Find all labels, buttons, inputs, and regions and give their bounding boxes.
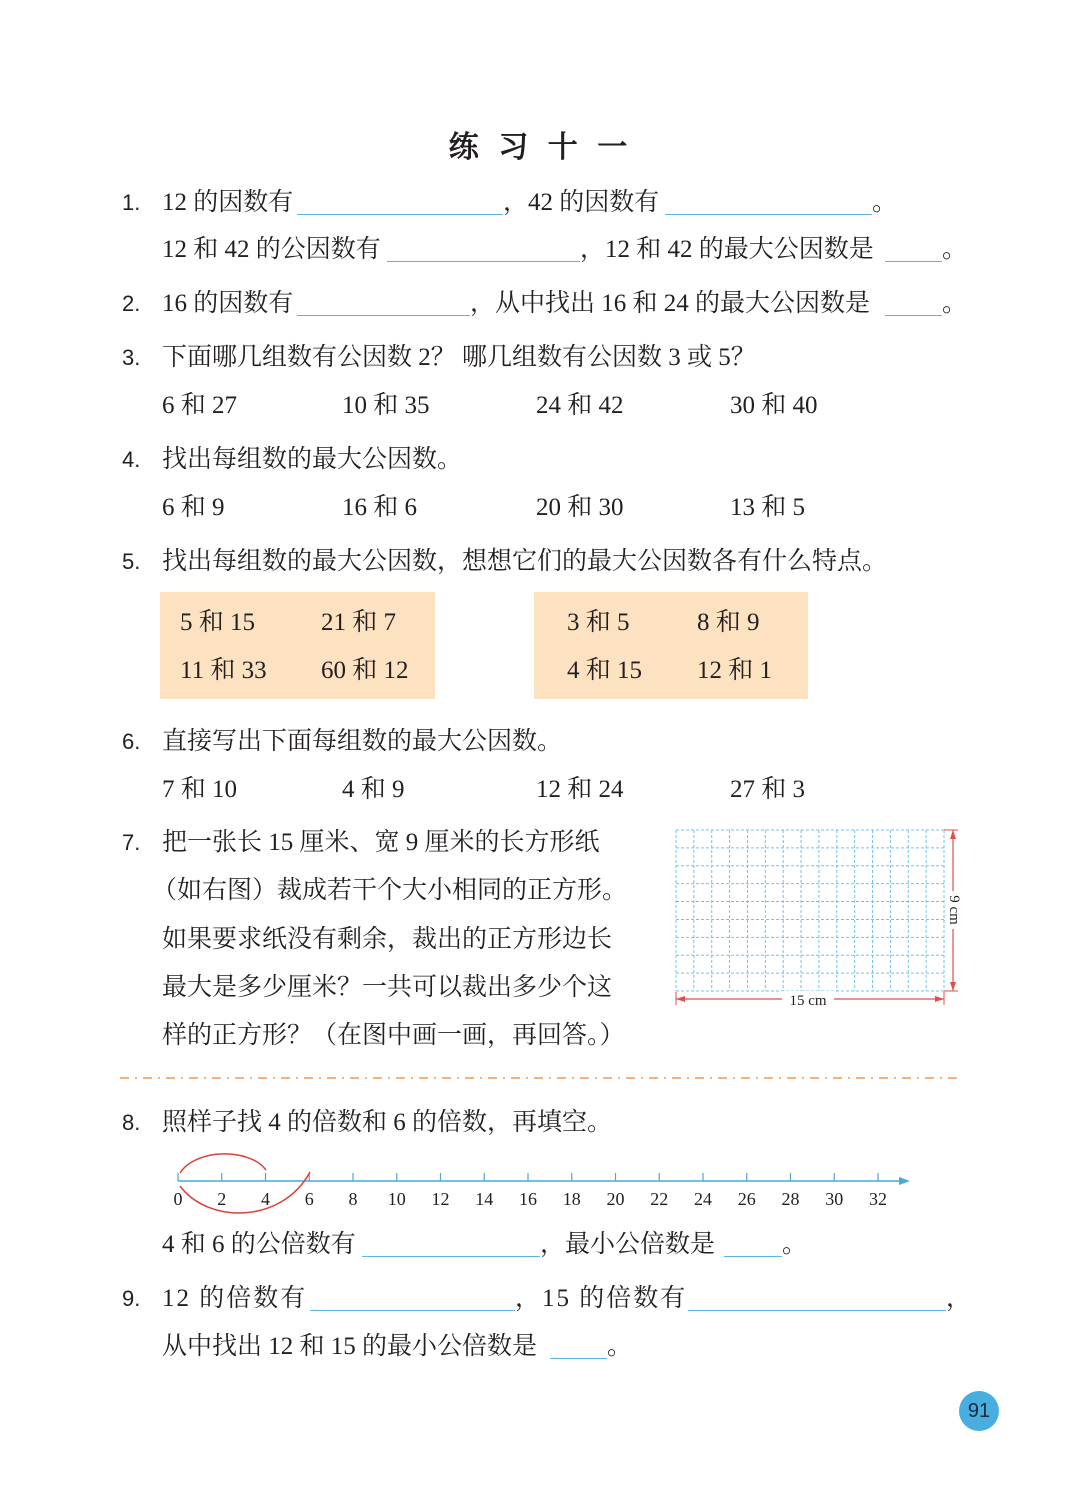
q3-pairs-row	[0, 391, 1082, 421]
tick-label: 20	[606, 1189, 625, 1209]
q1-text: 12 和 42 的公因数有	[162, 236, 381, 263]
number-pair: 12 和 1	[697, 657, 773, 684]
q5-prompt-line	[0, 547, 1082, 577]
tick-label: 30	[825, 1189, 844, 1209]
number-pair: 6 和 27	[162, 392, 238, 419]
number-pair: 24 和 42	[536, 392, 624, 419]
number-pair: 8 和 9	[697, 609, 760, 636]
q5-box-row-2	[0, 656, 1082, 686]
question-number: 4.	[122, 447, 141, 472]
tick-label: 32	[869, 1189, 887, 1209]
number-pair: 27 和 3	[730, 776, 806, 803]
q1-text: 。	[872, 189, 898, 216]
tick-label: 10	[387, 1189, 406, 1209]
q8-prompt-line	[0, 1108, 1082, 1138]
tick-label: 24	[694, 1189, 712, 1209]
tick-label: 18	[562, 1189, 581, 1209]
q8-prompt: 照样子找 4 的倍数和 6 的倍数，再填空。	[162, 1109, 613, 1136]
arrowhead-icon	[950, 830, 956, 839]
number-pair: 11 和 33	[180, 657, 267, 684]
answer-blank[interactable]	[297, 214, 503, 215]
q1-text: ，12 和 42 的最大公因数是	[580, 236, 874, 263]
question-number: 3.	[122, 345, 141, 370]
question-number: 8.	[122, 1110, 141, 1135]
q2-text: 。	[942, 290, 968, 317]
q7-text: 样的正方形？（在图中画一画，再回答。）	[162, 1022, 625, 1049]
q3-prompt: 下面哪几组数有公因数 2？ 哪几组数有公因数 3 或 5？	[162, 344, 756, 371]
answer-blank[interactable]	[688, 1310, 946, 1311]
tick-label: 26	[737, 1189, 756, 1209]
jump-arc-above	[180, 1154, 266, 1173]
q5-box-row-1	[0, 608, 1082, 638]
tick-label: 6	[304, 1189, 314, 1209]
number-pair: 6 和 9	[162, 494, 225, 521]
question-number: 2.	[122, 291, 141, 316]
tick-label: 0	[173, 1189, 183, 1209]
number-pair: 5 和 15	[180, 609, 256, 636]
q2-text: ，从中找出 16 和 24 的最大公因数是	[470, 290, 871, 317]
q4-prompt-line	[0, 445, 1082, 475]
number-pair: 10 和 35	[342, 392, 430, 419]
q6-prompt: 直接写出下面每组数的最大公因数。	[162, 728, 563, 755]
tick-label: 12	[431, 1189, 450, 1209]
question-number: 7.	[122, 830, 141, 855]
tick-label: 8	[348, 1189, 358, 1209]
tick-label: 4	[261, 1189, 270, 1209]
tick-label: 16	[519, 1189, 537, 1209]
answer-blank[interactable]	[387, 261, 580, 262]
q6-prompt-line	[0, 727, 1082, 757]
page-title: 练 习 十 一	[448, 131, 634, 164]
number-pair: 4 和 15	[567, 657, 643, 684]
q9-text: 12 的倍数有	[162, 1285, 308, 1312]
q8-fill-line	[0, 1230, 1082, 1260]
number-pair: 16 和 6	[342, 494, 418, 521]
number-pair: 13 和 5	[730, 494, 806, 521]
q8-text: 4 和 6 的公倍数有	[162, 1231, 356, 1258]
grid	[676, 830, 944, 991]
q9-line-1	[0, 1284, 1082, 1314]
question-number: 1.	[122, 190, 141, 215]
q8-text: 。	[782, 1231, 808, 1258]
rectangle-grid-figure	[660, 815, 980, 1020]
q1-line-1	[0, 188, 1082, 218]
number-pair: 30 和 40	[730, 392, 818, 419]
answer-blank[interactable]	[310, 1310, 515, 1311]
q1-text: ，42 的因数有	[503, 189, 660, 216]
q6-pairs-row	[0, 775, 1082, 805]
q2-line-1	[0, 289, 1082, 319]
arrowhead-icon	[935, 996, 944, 1002]
answer-blank[interactable]	[724, 1256, 782, 1257]
number-pair: 3 和 5	[567, 609, 630, 636]
tick-label: 2	[217, 1189, 227, 1209]
q1-line-2	[0, 235, 1082, 265]
answer-blank[interactable]	[885, 315, 942, 316]
answer-blank[interactable]	[885, 261, 942, 262]
number-line	[160, 1140, 930, 1225]
section-separator	[120, 1072, 965, 1084]
tick-label: 14	[475, 1189, 494, 1209]
arrowhead-icon	[950, 982, 956, 991]
q1-text: 。	[942, 236, 968, 263]
axis-arrow-icon	[899, 1177, 910, 1185]
q9-text: ，15 的倍数有	[515, 1285, 688, 1312]
number-pair: 20 和 30	[536, 494, 624, 521]
arrowhead-icon	[676, 996, 685, 1002]
q9-text: 。	[607, 1333, 633, 1360]
q8-text: ，最小公倍数是	[540, 1231, 716, 1258]
q2-text: 16 的因数有	[162, 290, 294, 317]
q7-text: 最大是多少厘米？一共可以裁出多少个这	[162, 974, 613, 1001]
answer-blank[interactable]	[362, 1256, 540, 1257]
number-pair: 4 和 9	[342, 776, 405, 803]
q5-prompt: 找出每组数的最大公因数，想想它们的最大公因数各有什么特点。	[162, 548, 888, 575]
q7-text: 如果要求纸没有剩余，裁出的正方形边长	[162, 926, 613, 953]
tick-label: 22	[650, 1189, 669, 1209]
question-number: 6.	[122, 729, 141, 754]
number-pair: 12 和 24	[536, 776, 624, 803]
question-number: 9.	[122, 1286, 141, 1311]
q9-line-2	[0, 1332, 1082, 1362]
answer-blank[interactable]	[297, 315, 470, 316]
jump-arc-below	[180, 1172, 310, 1213]
height-label: 9 cm	[946, 895, 962, 925]
q4-prompt: 找出每组数的最大公因数。	[162, 446, 463, 473]
number-line-ticks	[174, 1173, 888, 1209]
tick-label: 28	[781, 1189, 800, 1209]
answer-blank[interactable]	[550, 1358, 607, 1359]
q7-text: 把一张长 15 厘米、宽 9 厘米的长方形纸	[162, 829, 600, 856]
answer-blank[interactable]	[665, 214, 872, 215]
q3-prompt-line	[0, 343, 1082, 373]
number-pair: 60 和 12	[321, 657, 409, 684]
q9-text: 从中找出 12 和 15 的最小公倍数是	[162, 1333, 538, 1360]
q1-text: 12 的因数有	[162, 189, 294, 216]
q4-pairs-row	[0, 493, 1082, 523]
q9-text: ，	[946, 1285, 972, 1312]
question-number: 5.	[122, 549, 141, 574]
number-pair: 21 和 7	[321, 609, 397, 636]
q7-line-5	[0, 1021, 1082, 1051]
number-pair: 7 和 10	[162, 776, 238, 803]
page-number-badge: 91	[959, 1391, 999, 1431]
q7-text: （如右图）裁成若干个大小相同的正方形。	[152, 877, 628, 904]
width-label: 15 cm	[789, 993, 827, 1009]
